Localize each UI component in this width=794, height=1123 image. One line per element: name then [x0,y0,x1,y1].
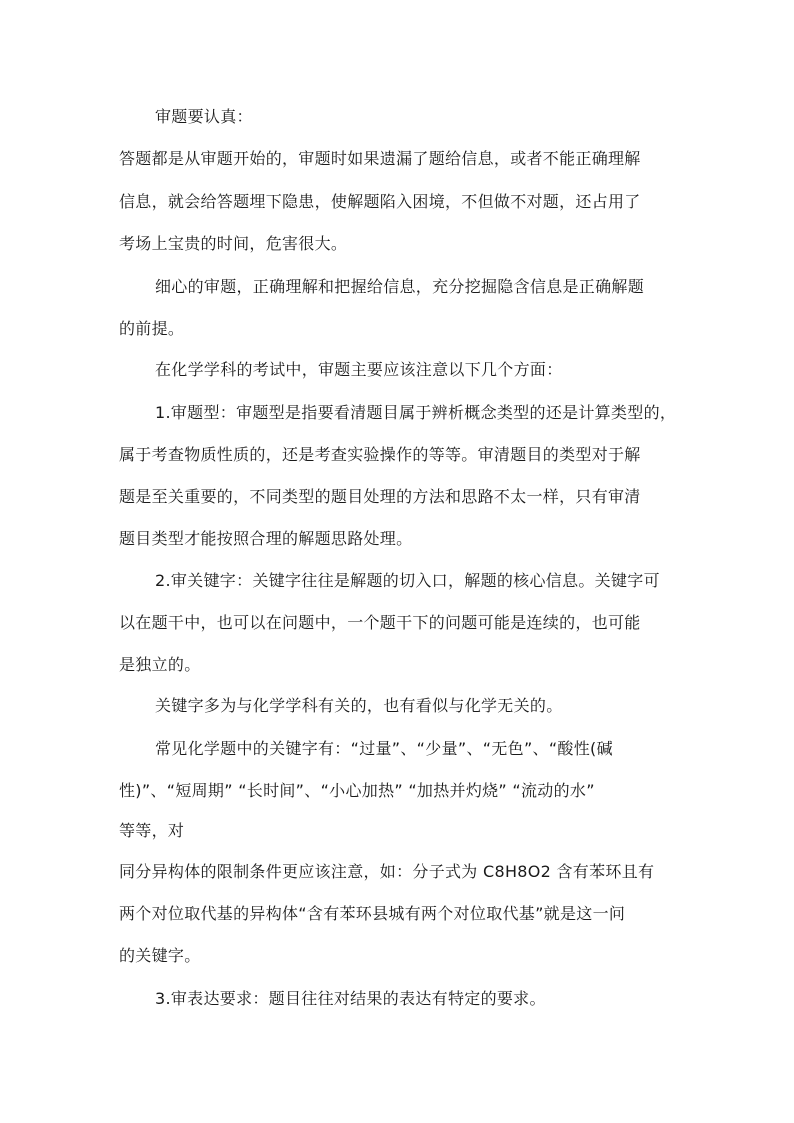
text-line-7: 在化学学科的考试中，审题主要应该注意以下几个方面： [155,360,563,379]
text-line-21: 的关键字。 [119,946,201,965]
text-line-19: 同分异构体的限制条件更应该注意，如：分子式为 C8H8O2 含有苯环且有 [119,862,655,881]
text-line-5: 细心的审题，正确理解和把握给信息，充分挖掘隐含信息是正确解题 [155,277,645,296]
text-line-16: 常见化学题中的关键字有：“过量”、“少量”、“无色”、“酸性(碱 [155,739,613,758]
text-line-8: 1.审题型：审题型是指要看清题目属于辨析概念类型的还是计算类型的， [155,403,677,422]
text-line-18: 等等，对 [119,821,185,840]
text-line-14: 是独立的。 [119,655,201,674]
text-line-6: 的前提。 [119,319,185,338]
text-line-10: 题是至关重要的，不同类型的题目处理的方法和思路不太一样，只有审清 [119,487,641,506]
text-line-17: 性)”、“短周期” “长时间”、“小心加热” “加热并灼烧” “流动的水” [119,781,595,800]
text-line-2: 答题都是从审题开始的，审题时如果遗漏了题给信息，或者不能正确理解 [119,149,641,168]
text-line-3: 信息，就会给答题埋下隐患，使解题陷入困境，不但做不对题，还占用了 [119,192,641,211]
text-line-9: 属于考查物质性质的，还是考查实验操作的等等。审清题目的类型对于解 [119,445,641,464]
text-line-15: 关键字多为与化学学科有关的，也有看似与化学无关的。 [155,696,563,715]
text-line-13: 以在题干中，也可以在问题中，一个题干下的问题可能是连续的，也可能 [119,613,641,632]
text-line-4: 考场上宝贵的时间，危害很大。 [119,234,348,253]
text-line-11: 题目类型才能按照合理的解题思路处理。 [119,529,413,548]
text-line-1: 审题要认真： [155,107,253,126]
text-line-20: 两个对位取代基的异构体“含有苯环县城有两个对位取代基”就是这一问 [119,904,626,923]
text-line-12: 2.审关键字：关键字往往是解题的切入口，解题的核心信息。关键字可 [155,571,660,590]
text-line-22: 3.审表达要求：题目往往对结果的表达有特定的要求。 [155,989,546,1008]
